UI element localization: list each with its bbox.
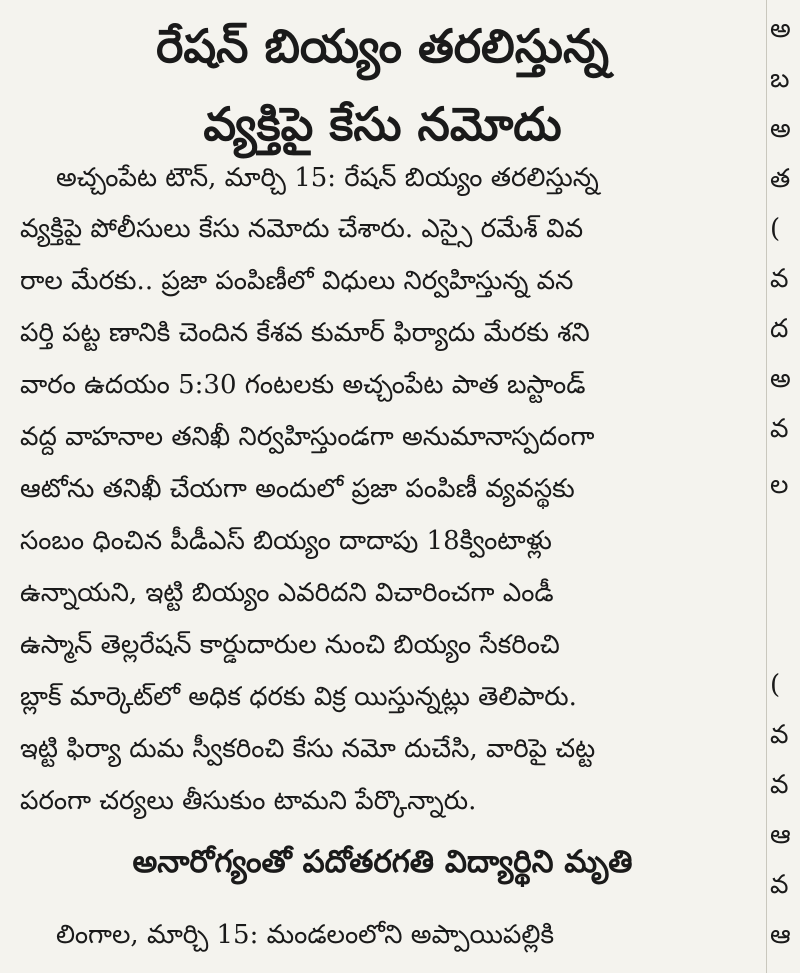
article1-line: ఉన్నాయని, ఇట్టి బియ్యం ఎవరిదని విచారించగా ఎండీ	[20, 578, 554, 608]
article1-headline-line1: రేషన్ బియ్యం తరలిస్తున్న	[156, 19, 609, 73]
side-fragment: బ	[770, 64, 790, 94]
side-fragment: వ	[770, 414, 789, 444]
article1-line: ఆటోను తనిఖీ చేయగా అందులో ప్రజా పంపిణీ వ్యవస్థకు	[20, 474, 575, 504]
article1-line: పర్తి పట్ట ణానికి చెందిన కేశవ కుమార్ ఫిర్యాదు మేరకు శని	[20, 318, 590, 348]
side-fragment: అ	[770, 364, 791, 394]
side-fragment: అ	[770, 14, 791, 44]
side-fragment: త	[770, 164, 791, 194]
side-fragment: వ	[770, 720, 789, 750]
side-fragment: ఆ	[770, 820, 791, 850]
article1-line: వ్యక్తిపై పోలీసులు కేసు నమోదు చేశారు. ఎస్సై రమేశ్ వివ	[20, 214, 584, 244]
side-fragment: అ	[770, 114, 791, 144]
side-fragment: వ	[770, 870, 789, 900]
side-fragment: ద	[770, 314, 789, 344]
column-divider	[766, 0, 767, 973]
article1-line: సంబం ధించిన పీడీఎస్ బియ్యం దాదాపు 18క్వింటాళ్లు	[20, 526, 552, 556]
article1-line: వద్ద వాహనాల తనిఖీ నిర్వహిస్తుండగా అనుమానాస్పదంగా	[20, 422, 595, 452]
side-fragment: వ	[770, 770, 789, 800]
article2-line: లింగాల, మార్చి 15: మండలంలోని అప్పాయిపల్లికి	[56, 920, 555, 950]
article1-line: అచ్చంపేట టౌన్, మార్చి 15: రేషన్ బియ్యం తరలిస్తున్న	[56, 163, 599, 193]
adjacent-column-fragment	[770, 0, 800, 973]
side-fragment: (	[770, 670, 781, 700]
article1-line: రాల మేరకు.. ప్రజా పంపిణీలో విధులు నిర్వహిస్తున్న వన	[20, 266, 574, 296]
side-fragment: ల	[770, 470, 789, 500]
article1-line: వారం ఉదయం 5:30 గంటలకు అచ్చంపేట పాత బస్టాండ్	[20, 370, 586, 400]
article1-line: బ్లాక్ మార్కెట్‌లో అధిక ధరకు విక్ర యిస్తున్నట్లు తెలిపారు.	[20, 682, 577, 712]
article1-headline-line2: వ్యక్తిపై కేసు నమోదు	[203, 97, 562, 151]
article2-headline: అనారోగ్యంతో పదోతరగతి విద్యార్థిని మృతి	[132, 844, 633, 880]
article1-line: ఇట్టి ఫిర్యా దుమ స్వీకరించి కేసు నమో దుచేసి, వారిపై చట్ట	[20, 734, 596, 764]
article1-line: ఉస్మాన్ తెల్లరేషన్ కార్డుదారుల నుంచి బియ్యం సేకరించి	[20, 630, 560, 660]
side-fragment: (	[770, 214, 781, 244]
side-fragment: వ	[770, 264, 789, 294]
article1-line: పరంగా చర్యలు తీసుకుం టామని పేర్కొన్నారు.	[20, 786, 477, 816]
side-fragment: ఆ	[770, 920, 791, 950]
